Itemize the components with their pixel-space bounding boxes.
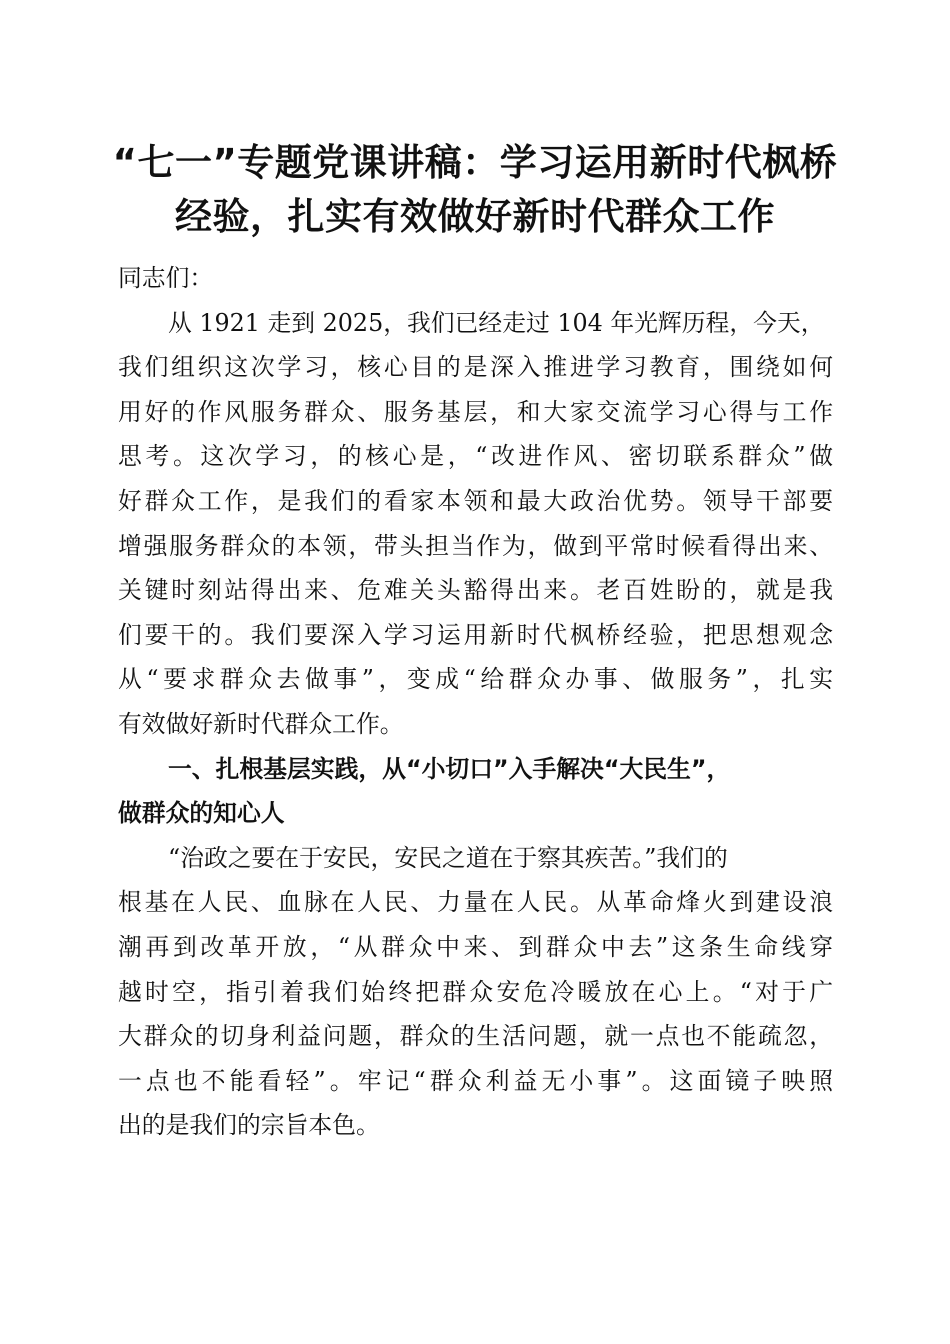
paragraph-line: 从 1921 走到 2025，我们已经走过 104 年光辉历程，今天， [168, 308, 825, 337]
paragraph-line: 有效做好新时代群众工作。 [118, 709, 404, 738]
paragraph-line: 增强服务群众的本领，带头担当作为，做到平常时候看得出来、 [118, 531, 833, 560]
paragraph-line: “治政之要在于安民，安民之道在于察其疾苦。”我们的 [168, 843, 728, 872]
paragraph-2 [118, 836, 833, 1148]
title-line-2: 经验，扎实有效做好新时代群众工作 [175, 195, 775, 238]
paragraph-1 [118, 301, 833, 747]
paragraph-line: 我们组织这次学习，核心目的是深入推进学习教育，围绕如何 [118, 353, 833, 382]
paragraph-line: 出的是我们的宗旨本色。 [118, 1111, 380, 1140]
paragraph-line: 大群众的切身利益问题，群众的生活问题，就一点也不能疏忽， [118, 1022, 833, 1051]
paragraph-line: 一点也不能看轻”。牢记“群众利益无小事”。这面镜子映照 [118, 1066, 833, 1095]
paragraph-line: 用好的作风服务群众、服务基层，和大家交流学习心得与工作 [118, 397, 833, 426]
paragraph-line: 根基在人民、血脉在人民、力量在人民。从革命烽火到建设浪 [118, 888, 833, 917]
paragraph-line: 关键时刻站得出来、危难关头豁得出来。老百姓盼的，就是我 [118, 576, 833, 605]
document-body [118, 256, 833, 1148]
paragraph-line: 潮再到改革开放，“从群众中来、到群众中去”这条生命线穿 [118, 932, 833, 961]
heading-line: 做群众的知心人 [118, 799, 285, 828]
salutation: 同志们： [118, 264, 214, 292]
heading-line: 一、扎根基层实践，从“小切口”入手解决“大民生”， [168, 754, 731, 783]
document-title [100, 136, 850, 244]
title-line-1: “七一”专题党课讲稿：学习运用新时代枫桥 [112, 141, 838, 184]
paragraph-line: 们要干的。我们要深入学习运用新时代枫桥经验，把思想观念 [118, 620, 833, 649]
paragraph-line: 从“要求群众去做事”，变成“给群众办事、做服务”，扎实 [118, 665, 833, 694]
section-heading-1 [118, 747, 833, 836]
paragraph-line: 越时空，指引着我们始终把群众安危冷暖放在心上。“对于广 [118, 977, 833, 1006]
paragraph-line: 思考。这次学习，的核心是，“改进作风、密切联系群众”做 [118, 442, 833, 471]
paragraph-line: 好群众工作，是我们的看家本领和最大政治优势。领导干部要 [118, 486, 833, 515]
